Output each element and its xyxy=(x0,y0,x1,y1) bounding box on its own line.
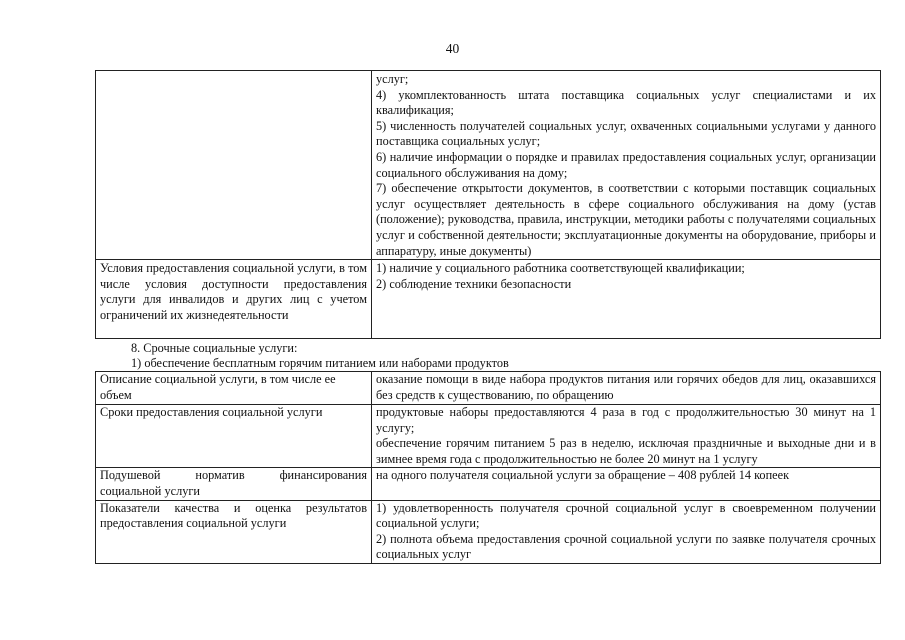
table-cell-label: Подушевой норматив финансирования социальной услуги xyxy=(96,468,372,500)
list-item: услуг; xyxy=(376,72,409,86)
list-item: обеспечение горячим питанием 5 раз в неделю, исключая праздничные и выходные дни и в зимнее время года с продолжительностью не более 20 минут на 1 услугу xyxy=(376,436,876,466)
table-row xyxy=(96,372,881,405)
table-row xyxy=(96,468,881,500)
services-table-continued xyxy=(95,70,881,339)
table-cell-empty xyxy=(96,71,372,260)
table-cell-label: Описание социальной услуги, в том числе ее объем xyxy=(96,372,372,405)
page-number: 40 xyxy=(445,41,460,56)
list-item: 6) наличие информации о порядке и правилах предоставления социальных услуг, организации социального обслуживания на дому; xyxy=(376,149,876,180)
table-cell-quality-indicators xyxy=(372,71,881,260)
list-item: 1) наличие у социального работника соответствующей квалификации; xyxy=(376,261,745,276)
urgent-services-table xyxy=(95,371,881,564)
table-cell-conditions-label: Условия предоставления социальной услуги, в том числе условия доступности предоставления услуги для инвалидов и других лиц с учетом ограничений их жизнедеятельности xyxy=(96,260,372,339)
table-row xyxy=(96,260,881,339)
list-item: 1) удовлетворенность получателя срочной социальной услуг в своевременном получении социальной услуги; xyxy=(376,500,876,531)
list-item: 5) численность получателей социальных услуг, охваченных социальными услугами у данного поставщика социальных услуг; xyxy=(376,118,876,149)
table-cell-label: Показатели качества и оценка результатов предоставления социальной услуги xyxy=(96,500,372,563)
section-subtitle: 1) обеспечение бесплатным горячим питанием или наборами продуктов xyxy=(131,356,509,370)
table-cell-conditions-value xyxy=(372,260,881,339)
list-item: на одного получателя социальной услуги за обращение – 408 рублей 14 копеек xyxy=(376,468,790,483)
table-cell-value xyxy=(372,405,881,468)
list-item: продуктовые наборы предоставляются 4 раза в год с продолжительностью 30 минут на 1 услугу; xyxy=(376,405,876,435)
table-cell-value xyxy=(372,468,881,500)
list-item: 7) обеспечение открытости документов, в соответствии с которыми поставщик социальных услуг осуществляет деятельность в сфере социального обслуживания на дому (устав (положение); руководства, правила, инструкции, методики работы с получателями социальных услуг и собственной деятельности; эксплуатационные документы на оборудование, приборы и аппаратуру, иные документы) xyxy=(376,181,876,258)
table-cell-value xyxy=(372,500,881,563)
list-item: оказание помощи в виде набора продуктов питания или горячих обедов для лиц, оказавшихся без средств к существованию, по обращению xyxy=(376,372,876,402)
table-row xyxy=(96,405,881,468)
list-item: 2) полнота объема предоставления срочной социальной услуги по заявке получателя срочных социальных услуг xyxy=(376,531,876,562)
list-item: 2) соблюдение техники безопасности xyxy=(376,276,572,291)
table-cell-label: Сроки предоставления социальной услуги xyxy=(96,405,372,468)
table-cell-value xyxy=(372,372,881,405)
list-item: 4) укомплектованность штата поставщика социальных услуг специалистами и их квалификация; xyxy=(376,87,876,118)
table-row xyxy=(96,500,881,563)
section-title: 8. Срочные социальные услуги: xyxy=(131,341,298,355)
table-row xyxy=(96,71,881,260)
